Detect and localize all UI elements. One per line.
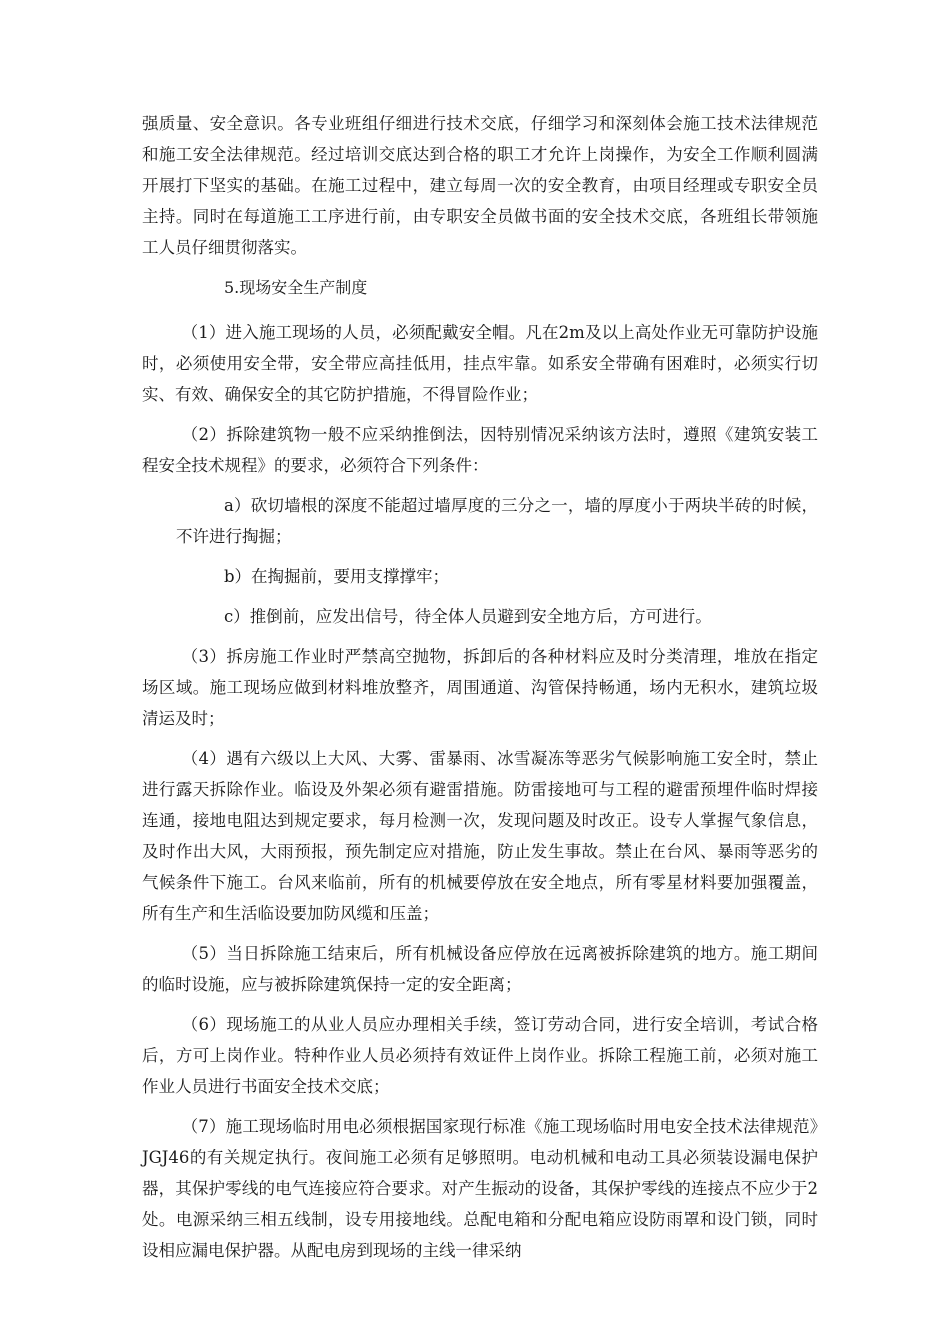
document-page <box>142 108 818 1275</box>
section-heading: 5.现场安全生产制度 <box>224 278 368 297</box>
item-5: （5）当日拆除施工结束后，所有机械设备应停放在远离被拆除建筑的地方。施工期间的临时设施，应与被拆除建筑保持一定的安全距离； <box>142 944 818 994</box>
item-3: （3）拆房施工作业时严禁高空抛物，拆卸后的各种材料应及时分类清理，堆放在指定场区域。施工现场应做到材料堆放整齐，周围通道、沟管保持畅通，场内无积水，建筑垃圾清运及时； <box>142 647 818 728</box>
item-2a: a）砍切墙根的深度不能超过墙厚度的三分之一，墙的厚度小于两块半砖的时候，不许进行掏掘； <box>176 496 818 546</box>
item-2b: b）在掏掘前，要用支撑撑牢； <box>224 567 450 586</box>
item-2c: c）推倒前，应发出信号，待全体人员避到安全地方后，方可进行。 <box>224 607 712 626</box>
item-7: （7）施工现场临时用电必须根据国家现行标准《施工现场临时用电安全技术法律规范》JGJ46的有关规定执行。夜间施工必须有足够照明。电动机械和电动工具必须装设漏电保护器，其保护零线的电气连接应符合要求。对产生振动的设备，其保护零线的连接点不应少于2处。电源采纳三相五线制，设专用接地线。总配电箱和分配电箱应设防雨罩和设门锁，同时设相应漏电保护器。从配电房到现场的主线一律采纳 <box>142 1117 818 1260</box>
intro-paragraph: 强质量、安全意识。各专业班组仔细进行技术交底，仔细学习和深刻体会施工技术法律规范和施工安全法律规范。经过培训交底达到合格的职工才允许上岗操作，为安全工作顺利圆满开展打下坚实的基础。在施工过程中，建立每周一次的安全教育，由项目经理或专职安全员主持。同时在每道施工工序进行前，由专职安全员做书面的安全技术交底，各班组长带领施工人员仔细贯彻落实。 <box>142 114 818 257</box>
item-1: （1）进入施工现场的人员，必须配戴安全帽。凡在2m及以上高处作业无可靠防护设施时，必须使用安全带，安全带应高挂低用，挂点牢靠。如系安全带确有困难时，必须实行切实、有效、确保安全的其它防护措施，不得冒险作业； <box>142 323 818 404</box>
item-4: （4）遇有六级以上大风、大雾、雷暴雨、冰雪凝冻等恶劣气候影响施工安全时，禁止进行露天拆除作业。临设及外架必须有避雷措施。防雷接地可与工程的避雷预埋件临时焊接连通，接地电阻达到规定要求，每月检测一次，发现问题及时改正。设专人掌握气象信息，及时作出大风，大雨预报，预先制定应对措施，防止发生事故。禁止在台风、暴雨等恶劣的气候条件下施工。台风来临前，所有的机械要停放在安全地点，所有零星材料要加强覆盖，所有生产和生活临设要加防风缆和压盖； <box>142 749 818 923</box>
item-2: （2）拆除建筑物一般不应采纳推倒法，因特别情况采纳该方法时，遵照《建筑安装工程安全技术规程》的要求，必须符合下列条件： <box>142 425 818 475</box>
item-6: （6）现场施工的从业人员应办理相关手续，签订劳动合同，进行安全培训，考试合格后，方可上岗作业。特种作业人员必须持有效证件上岗作业。拆除工程施工前，必须对施工作业人员进行书面安全技术交底； <box>142 1015 818 1096</box>
